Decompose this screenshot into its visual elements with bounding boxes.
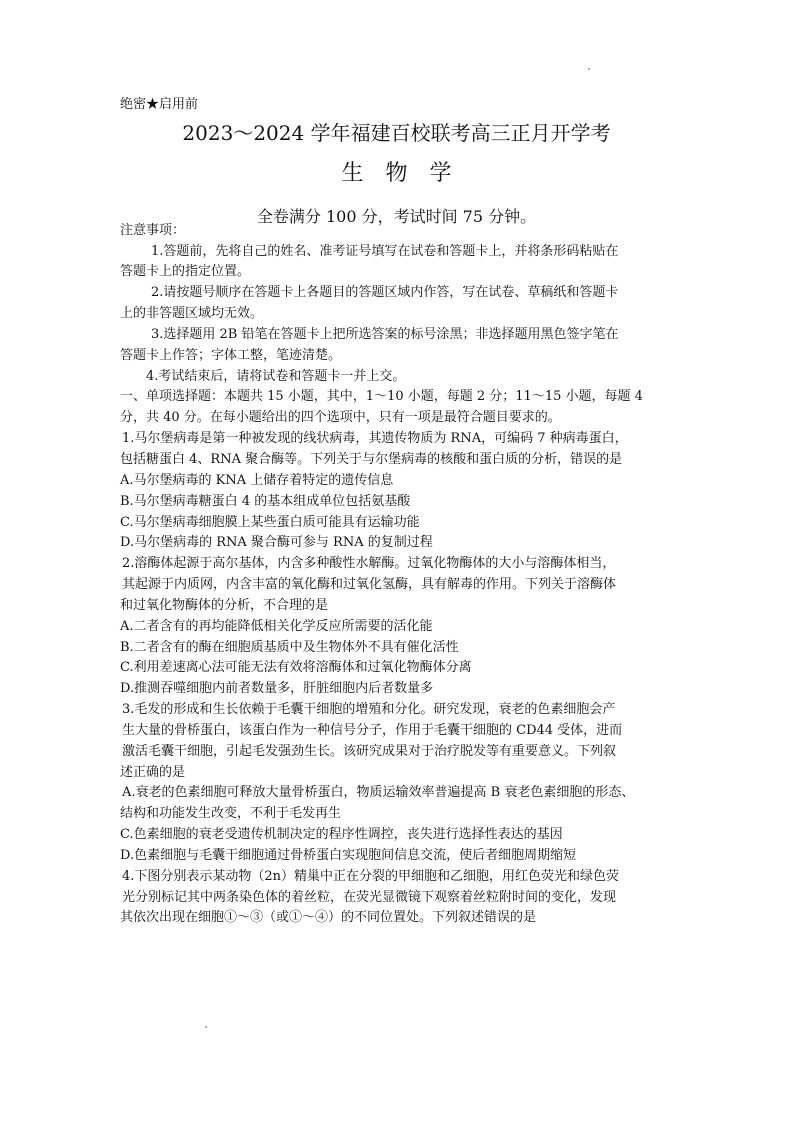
section-instructions: 一、单项选择题：本题共 15 小题，其中，1～10 小题，每题 2 分；11～15 小题，每题 4 <box>120 389 643 404</box>
question-1-stem: 包括糖蛋白 4、RNA 聚合酶等。下列关于与尔堡病毒的核酸和蛋白质的分析，错误的是 <box>120 452 623 467</box>
secret-mark: 绝密★启用前 <box>120 97 199 112</box>
question-4-stem: 光分别标记其中两条染色体的着丝粒，在荧光显微镜下观察着丝粒附时间的变化，发现 <box>122 890 617 905</box>
question-3-stem: 3.毛发的形成和生长依赖于毛囊干细胞的增殖和分化。研究发现，衰老的色素细胞会产 <box>122 702 616 717</box>
scan-speck <box>588 68 590 70</box>
note-line: 2.请按题号顺序在答题卡上各题目的答题区域内作答，写在试卷、草稿纸和答题卡 <box>151 285 619 300</box>
question-1-option-b: B.马尔堡病毒糖蛋白 4 的基本组成单位包括氨基酸 <box>120 494 411 509</box>
note-line: 4.考试结束后，请将试卷和答题卡一并上交。 <box>146 369 406 384</box>
question-4-stem: 其依次出现在细胞①～③（或①～④）的不同位置处。下列叙述错误的是 <box>120 910 537 925</box>
subject-title: 生 物 学 <box>341 161 452 186</box>
note-line: 3.选择题用 2B 铅笔在答题卡上把所选答案的标号涂黑；非选择题用黑色签字笔在 <box>151 327 619 342</box>
exam-title: 2023～2024 学年福建百校联考高三正月开学考 <box>182 121 611 145</box>
question-3-option-d: D.色素细胞与毛囊干细胞通过骨桥蛋白实现胞间信息交流，使后者细胞周期缩短 <box>120 848 577 863</box>
note-line: 答题卡上的指定位置。 <box>120 264 251 279</box>
question-2-option-a: A.二者含有的再均能降低相关化学反应所需要的活化能 <box>120 619 433 634</box>
question-2-option-d: D.推测吞噬细胞内前者数量多，肝脏细胞内后者数量多 <box>120 681 434 696</box>
question-2-stem: 其起源于内质网，内含丰富的氧化酶和过氧化氢酶，具有解毒的作用。下列关于溶酶体 <box>122 577 617 592</box>
question-3-stem: 激活毛囊干细胞，引起毛发强劲生长。该研究成果对于治疗脱发等有重要意义。下列叙 <box>122 744 617 759</box>
question-2-option-b: B.二者含有的酶在细胞质基质中及生物体外不具有催化活性 <box>120 640 459 655</box>
question-1-option-c: C.马尔堡病毒细胞膜上某些蛋白质可能具有运输功能 <box>120 515 420 530</box>
question-2-option-c: C.利用差速离心法可能无法有效将溶酶体和过氧化物酶体分离 <box>120 660 472 675</box>
question-3-stem: 述正确的是 <box>120 765 186 780</box>
question-3-option-c: C.色素细胞的衰老受遗传机制决定的程序性调控，丧失进行选择性表达的基因 <box>120 827 563 842</box>
question-3-option-a: A.衰老的色素细胞可释放大量骨桥蛋白，物质运输效率普遍提高 B 衰老色素细胞的形态、 <box>122 785 635 800</box>
note-line: 上的非答题区域均无效。 <box>120 306 264 321</box>
score-info: 全卷满分 100 分，考试时间 75 分钟。 <box>256 207 537 226</box>
scan-speck <box>205 1026 207 1028</box>
question-3-option-a-cont: 结构和功能发生改变，不利于毛发再生 <box>120 806 342 821</box>
question-3-stem: 生大量的骨桥蛋白，该蛋白作为一种信号分子，作用于毛囊干细胞的 CD44 受体，进而 <box>122 723 623 738</box>
question-1-option-a: A.马尔堡病毒的 KNA 上储存着特定的遗传信息 <box>120 473 394 488</box>
section-instructions: 分，共 40 分。在每小题给出的四个选项中，只有一项是最符合题目要求的。 <box>120 410 561 425</box>
note-line: 答题卡上作答；字体工整，笔迹清楚。 <box>120 348 342 363</box>
question-2-stem: 2.溶酶体起源于高尔基体，内含多种酸性水解酶。过氧化物酶体的大小与溶酶体相当， <box>122 556 616 571</box>
notes-heading: 注意事项： <box>120 223 186 238</box>
question-2-stem: 和过氧化物酶体的分析，不合理的是 <box>120 598 329 613</box>
note-line: 1.答题前，先将自己的姓名、准考证号填写在试卷和答题卡上，并将条形码粘贴在 <box>151 244 619 259</box>
question-4-stem: 4.下图分别表示某动物（2n）精巢中正在分裂的甲细胞和乙细胞，用红色荧光和绿色荧 <box>122 869 620 884</box>
question-1-option-d: D.马尔堡病毒的 RNA 聚合酶可参与 RNA 的复制过程 <box>120 535 433 550</box>
question-1-stem: 1.马尔堡病毒是第一种被发现的线状病毒，其遗传物质为 RNA，可编码 7 种病毒蛋白， <box>122 431 628 446</box>
